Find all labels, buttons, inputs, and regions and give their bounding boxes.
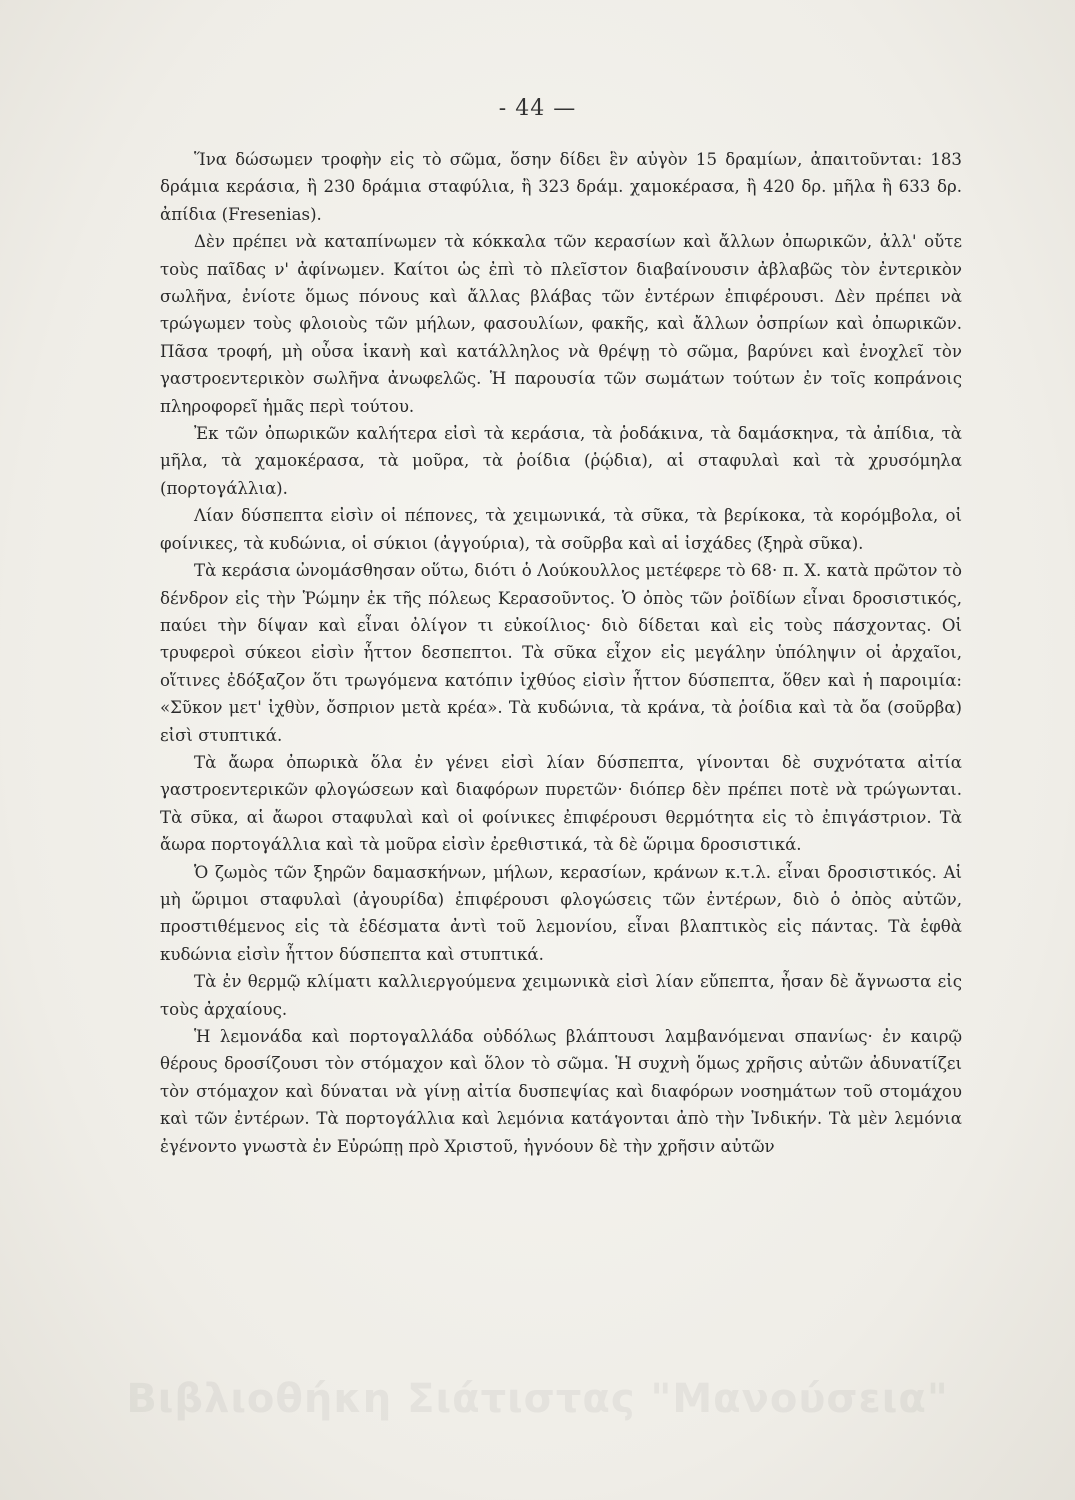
paragraph: Ὁ ζωμὸς τῶν ξηρῶν δαμασκήνων, μήλων, κερασίων, κράνων κ.τ.λ. εἶναι δροσιστικός. Αἱ μὴ ὥριμοι σταφυλαὶ (ἀγουρίδα) ἐπιφέρουσι φλογώσεις τῶν ἐντέρων, διὸ ὁ ὀπὸς αὐτῶν, προστιθέμενος εἰς τὰ ἐδέσματα ἀντὶ τοῦ λεμονίου, εἶναι βλαπτικὸς εἰς πάντας. Τὰ ἑφθὰ κυδώνια εἰσὶν ἧττον δύσπεπτα καὶ στυπτικά.	[160, 862, 962, 964]
paragraph: Τὰ ἐν θερμῷ κλίματι καλλιεργούμενα χειμωνικὰ εἰσὶ λίαν εὔπεπτα, ἦσαν δὲ ἄγνωστα εἰς τοὺς ἀρχαίους.	[160, 972, 962, 1019]
paragraph: Ἐκ τῶν ὀπωρικῶν καλήτερα εἰσὶ τὰ κεράσια, τὰ ῥοδάκινα, τὰ δαμάσκηνα, τὰ ἀπίδια, τὰ μῆλα, τὰ χαμοκέρασα, τὰ μοῦρα, τὰ ῥοίδια (ῥῴδια), αἱ σταφυλαὶ καὶ τὰ χρυσόμηλα (πορτογάλλια).	[160, 424, 962, 498]
paragraph: Δὲν πρέπει νὰ καταπίνωμεν τὰ κόκκαλα τῶν κερασίων καὶ ἄλλων ὀπωρικῶν, ἀλλ' οὔτε τοὺς παῖδας ν' ἀφίνωμεν. Καίτοι ὡς ἐπὶ τὸ πλεῖστον διαβαίνουσιν ἀβλαβῶς τὸν ἐντερικὸν σωλῆνα, ἐνίοτε ὅμως πόνους καὶ ἄλλας βλάβας τῶν ἐντέρων ἐπιφέρουσι. Δὲν πρέπει νὰ τρώγωμεν τοὺς φλοιοὺς τῶν μήλων, φασουλίων, φακῆς, καὶ ἄλλων ὀσπρίων καὶ ὀπωρικῶν. Πᾶσα τροφή, μὴ οὖσα ἱκανὴ καὶ κατάλληλος νὰ θρέψῃ τὸ σῶμα, βαρύνει καὶ ἐνοχλεῖ τὸν γαστροεντερικὸν σωλῆνα ἀνωφελῶς. Ἡ παρουσία τῶν σωμάτων τούτων ἐν τοῖς κοπράνοις πληροφορεῖ ἡμᾶς περὶ τούτου.	[160, 232, 962, 416]
library-watermark: Βιβλιοθήκη Σιάτιστας "Μανούσεια"	[126, 1376, 949, 1422]
paragraph: Ἡ λεμονάδα καὶ πορτογαλλάδα οὐδόλως βλάπτουσι λαμβανόμεναι σπανίως· ἐν καιρῷ θέρους δροσίζουσι τὸν στόμαχον καὶ ὅλον τὸ σῶμα. Ἡ συχνὴ ὅμως χρῆσις αὐτῶν ἀδυνατίζει τὸν στόμαχον καὶ δύναται νὰ γίνῃ αἰτία δυσπεψίας καὶ διαφόρων νοσημάτων τοῦ στομάχου καὶ τῶν ἐντέρων. Τὰ πορτογάλλια καὶ λεμόνια κατάγονται ἀπὸ τὴν Ἰνδικήν. Τὰ μὲν λεμόνια ἐγένοντο γνωστὰ ἐν Εὐρώπῃ πρὸ Χριστοῦ, ἠγνόουν δὲ τὴν χρῆσιν αὐτῶν	[160, 1027, 962, 1156]
paragraph: Λίαν δύσπεπτα εἰσὶν οἱ πέπονες, τὰ χειμωνικά, τὰ σῦκα, τὰ βερίκοκα, τὰ κορόμβολα, οἱ φοίνικες, τὰ κυδώνια, οἱ σύκιοι (ἀγγούρια), τὰ σοῦρβα καὶ αἱ ἰσχάδες (ξηρὰ σῦκα).	[160, 506, 962, 553]
paragraph: Τὰ ἄωρα ὀπωρικὰ ὅλα ἐν γένει εἰσὶ λίαν δύσπεπτα, γίνονται δὲ συχνότατα αἰτία γαστροεντερικῶν φλογώσεων καὶ διαφόρων πυρετῶν· διόπερ δὲν πρέπει ποτὲ νὰ τρώγωνται. Τὰ σῦκα, αἱ ἄωροι σταφυλαὶ καὶ οἱ φοίνικες ἐπιφέρουσι θερμότητα εἰς τὸ ἐπιγάστριον. Τὰ ἄωρα πορτογάλλια καὶ τὰ μοῦρα εἰσὶν ἐρεθιστικά, τὰ δὲ ὥριμα δροσιστικά.	[160, 752, 962, 855]
page-number: - 44 —	[498, 96, 577, 121]
body-text	[160, 146, 962, 1160]
paragraph: Τὰ κεράσια ὠνομάσθησαν οὕτω, διότι ὁ Λούκουλλος μετέφερε τὸ 68· π. Χ. κατὰ πρῶτον τὸ δένδρον εἰς τὴν Ῥώμην ἐκ τῆς πόλεως Κερασοῦντος. Ὁ ὀπὸς τῶν ῥοϊδίων εἶναι δροσιστικός, παύει τὴν δίψαν καὶ εἶναι ὀλίγον τι εὐκοίλιος· διὸ δίδεται καὶ εἰς τοὺς πάσχοντας. Οἱ τρυφεροὶ σύκεοι εἰσὶν ἧττον δεσπεπτοι. Τὰ σῦκα εἶχον εἰς μεγάλην ὑπόληψιν οἱ ἀρχαῖοι, οἵτινες ἐδόξαζον ὅτι τρωγόμενα κατόπιν ἰχθύος εἰσὶν ἧττον δύσπεπτα, ὅθεν καὶ ἡ παροιμία: «Σῦκον μετ' ἰχθὺν, ὄσπριον μετὰ κρέα». Τὰ κυδώνια, τὰ κράνα, τὰ ῥοίδια καὶ τὰ ὄα (σοῦρβα) εἰσὶ στυπτικά.	[160, 561, 962, 745]
paragraph: Ἵνα δώσωμεν τροφὴν εἰς τὸ σῶμα, ὅσην δίδει ἓν αὐγὸν 15 δραμίων, ἀπαιτοῦνται: 183 δράμια κεράσια, ἢ 230 δράμια σταφύλια, ἢ 323 δράμ. χαμοκέρασα, ἢ 420 δρ. μῆλα ἢ 633 δρ. ἀπίδια (Fresenias).	[160, 150, 962, 224]
